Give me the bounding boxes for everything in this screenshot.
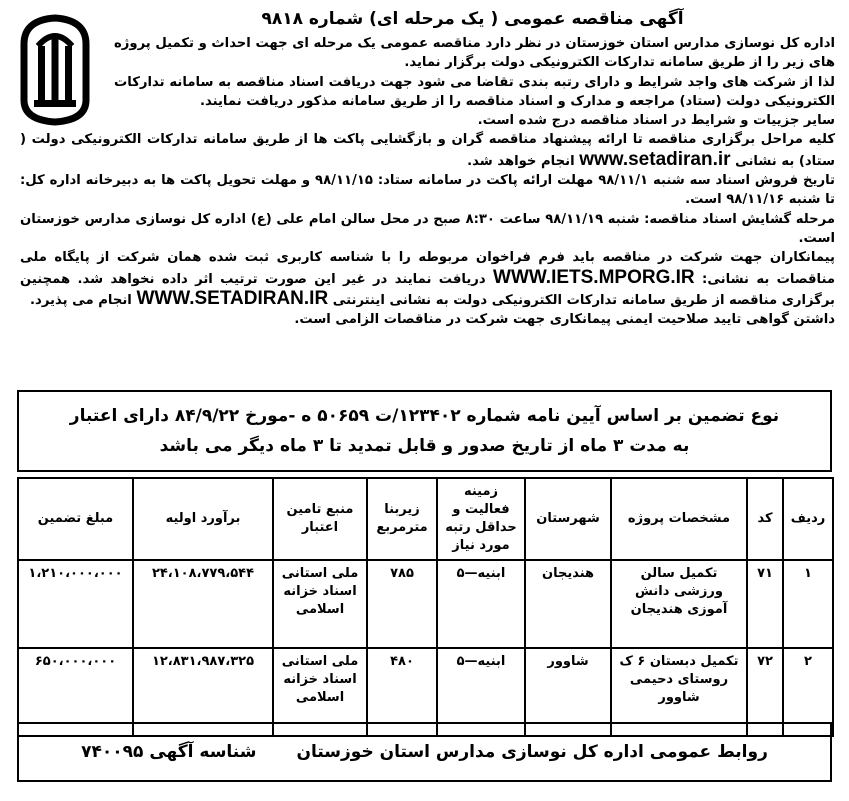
- paragraph-dates: تاریخ فروش اسناد سه شنبه ۹۸/۱۱/۱ مهلت ارائه پاکت در سامانه ستاد: ۹۸/۱۱/۱۵ و مهلت تحویل پاکت ها به دبیرخانه اداره کل: تا شنبه ۹۸/۱۱/۱۶ است.: [20, 173, 835, 208]
- cell-estimate: ۱۲،۸۳۱،۹۸۷،۳۲۵: [133, 648, 273, 736]
- setad-link[interactable]: www.setadiran.ir: [579, 148, 731, 170]
- cell-activity-grade: ابنیه—۵: [437, 560, 525, 648]
- header-guarantee: مبلغ تضمین: [18, 478, 133, 560]
- cell-funding: ملی استانی اسناد خزانه اسلامی: [273, 560, 367, 648]
- cell-area: ۷۸۵: [367, 560, 437, 648]
- cell-row-number: ۱: [783, 560, 833, 648]
- cell-guarantee: ۱،۲۱۰،۰۰۰،۰۰۰: [18, 560, 133, 648]
- paragraph-intro: اداره کل نوسازی مدارس استان خوزستان در نظر دارد مناقصه عمومی یک مرحله ای جهت احداث و تکمیل پروژه های زیر را از طریق سامانه تدارکات الکترونیکی دولت برگزار نماید.: [114, 36, 835, 71]
- cell-code: ۷۱: [747, 560, 783, 648]
- setad-link-upper[interactable]: WWW.SETADIRAN.IR: [136, 287, 329, 309]
- process-end-text: انجام خواهد شد.: [467, 153, 575, 169]
- cell-city: هندیجان: [525, 560, 611, 648]
- cell-row-number: ۲: [783, 648, 833, 736]
- guarantee-line-1: نوع تضمین بر اساس آیین نامه شماره ۱۲۳۴۰۲/ت ۵۰۶۵۹ ه -مورخ ۸۴/۹/۲۲ دارای اعتبار: [69, 406, 780, 426]
- cell-estimate: ۲۴،۱۰۸،۷۷۹،۵۴۴: [133, 560, 273, 648]
- table-row: [18, 560, 833, 648]
- cell-code: ۷۲: [747, 648, 783, 736]
- header-code: کد: [747, 478, 783, 560]
- cell-project: تکمیل دبستان ۶ ک روستای دحیمی شاوور: [611, 648, 747, 736]
- guarantee-line-2: به مدت ۳ ماه از تاریخ صدور و قابل تمدید تا ۳ ماه دیگر می باشد: [159, 436, 690, 456]
- contractors-mid-text: دریافت نمایند در غیر این صورت ترتیب اثر داده نخواهد شد. همچنین برگزاری مناقصه از طریق سامانه تدارکات الکترونیکی دولت به نشانی اینترنتی: [20, 271, 835, 308]
- contractors-text: پیمانکاران جهت شرکت در مناقصه باید فرم فراخوان مربوطه را با شناسه کاربری ثبت شده همان شرکت از پایگاه ملی مناقصات به نشانی:: [20, 250, 835, 287]
- cell-activity-grade: ابنیه—۵: [437, 648, 525, 736]
- header-activity-grade: زمینه فعالیت و حداقل رتبه مورد نیاز: [437, 478, 525, 560]
- footer-department: روابط عمومی اداره کل نوسازی مدارس استان خوزستان: [296, 742, 768, 762]
- header-row-number: ردیف: [783, 478, 833, 560]
- cell-project: تکمیل سالن ورزشی دانش آموزی هندیجان: [611, 560, 747, 648]
- paragraph-details: سایر جزییات و شرایط در اسناد مناقصه درج شده است.: [477, 113, 835, 129]
- header-project: مشخصات پروژه: [611, 478, 747, 560]
- iets-link[interactable]: WWW.IETS.MPORG.IR: [493, 266, 695, 288]
- paragraph-opening: مرحله گشایش اسناد مناقصه: شنبه ۹۸/۱۱/۱۹ ساعت ۸:۳۰ صبح در محل سالن امام علی (ع) اداره کل نوسازی مدارس خوزستان است.: [20, 211, 835, 246]
- paragraph-invitation: لذا از شرکت های واجد شرایط و دارای رتبه بندی تقاضا می شود جهت دریافت اسناد مناقصه به سامانه تدارکات الکترونیکی دولت (ستاد) مراجعه و مدارک و اسناد مناقصه را از طریق سامانه مذکور دریافت نمایند.: [114, 74, 835, 109]
- paragraph-contractors: [20, 248, 835, 310]
- cell-guarantee: ۶۵۰،۰۰۰،۰۰۰: [18, 648, 133, 736]
- contractors-end-text: انجام می پذیرد.: [30, 292, 132, 308]
- header-area: زیربنا مترمربع: [367, 478, 437, 560]
- projects-table: [17, 477, 834, 737]
- header-city: شهرستان: [525, 478, 611, 560]
- paragraph-process: [20, 130, 835, 171]
- paragraph-safety: داشتن گواهی تایید صلاحیت ایمنی پیمانکاری جهت شرکت در مناقصات الزامی است.: [294, 312, 835, 328]
- cell-area: ۴۸۰: [367, 648, 437, 736]
- notice-title: آگهی مناقصه عمومی ( یک مرحله ای) شماره ۹۸۱۸: [261, 9, 684, 29]
- guarantee-box: [17, 390, 832, 472]
- header-estimate: برآورد اولیه: [133, 478, 273, 560]
- table-header-row: [18, 478, 833, 560]
- footer-box: [17, 722, 832, 782]
- process-text: کلیه مراحل برگزاری مناقصه تا ارائه پیشنهاد مناقصه گران و بازگشایی پاکت ها از طریق سامانه تدارکات الکترونیکی دولت ( ستاد) به نشانی: [20, 132, 835, 169]
- notice-body: [20, 34, 835, 329]
- header-funding: منبع تامین اعتبار: [273, 478, 367, 560]
- footer-ad-id: شناسه آگهی ۷۴۰۰۹۵: [81, 742, 257, 762]
- cell-funding: ملی استانی اسناد خزانه اسلامی: [273, 648, 367, 736]
- cell-city: شاوور: [525, 648, 611, 736]
